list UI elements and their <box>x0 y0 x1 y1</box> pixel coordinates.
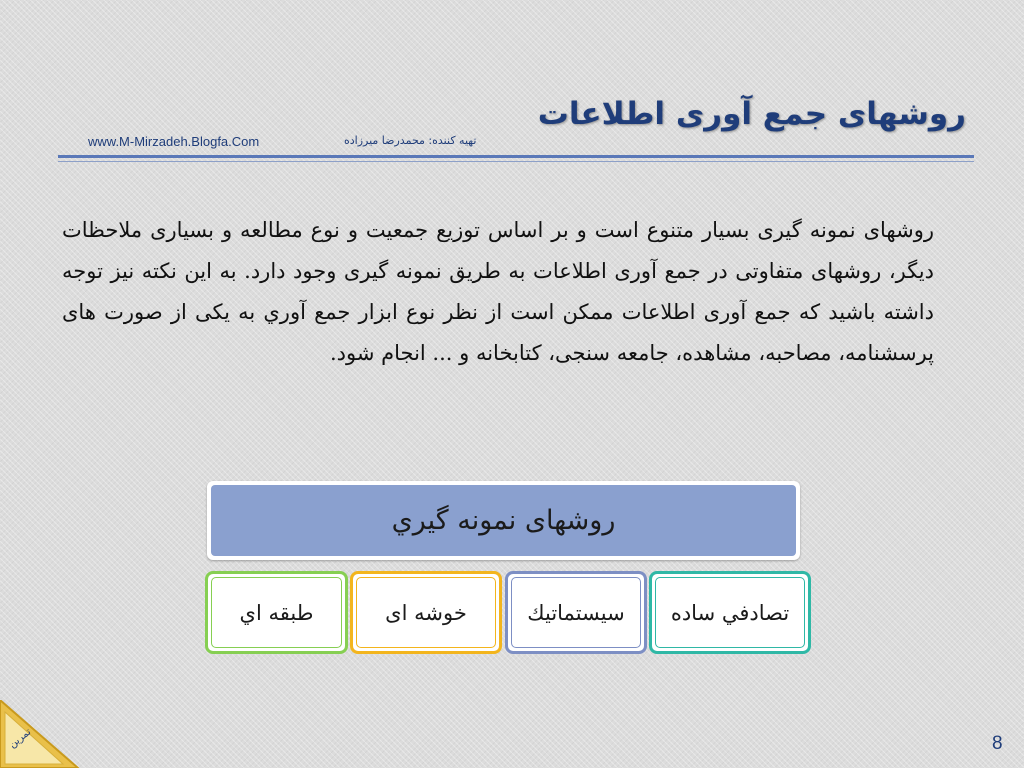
author-credit: تهیه کننده: محمدرضا میرزاده <box>344 134 477 147</box>
exercise-label[interactable]: تمرین <box>7 726 34 751</box>
page-number: 8 <box>992 733 1003 754</box>
method-box-simple-random <box>649 571 811 654</box>
title-underline-thin <box>58 161 974 162</box>
website-link[interactable]: www.M-Mirzadeh.Blogfa.Com <box>88 134 260 149</box>
diagram-header-label: روشهای نمونه گیري <box>391 505 616 536</box>
title-underline <box>58 155 974 158</box>
method-label: تصادفي ساده <box>670 600 790 625</box>
method-label: سیستماتیك <box>527 600 625 625</box>
diagram-header-box <box>207 481 800 560</box>
slide-title: روشهای جمع آوری اطلاعات <box>537 96 966 132</box>
method-label: خوشه ای <box>385 600 467 625</box>
exercise-corner-icon[interactable] <box>0 700 80 768</box>
body-paragraph: روشهای نمونه گیری بسیار متنوع است و بر اساس توزیع جمعیت و نوع مطالعه و بسیاری ملاحظات دیگر، روشهای متفاوتی در جمع آوری اطلاعات به طریق نمونه گیری وجود دارد. به این نکته نیز توجه داشته باشید که جمع آوری اطلاعات ممکن است از نظر نوع ابزار جمع آوري به یکی از صورت های پرسشنامه، مصاحبه، مشاهده، جامعه سنجی، کتابخانه و ... انجام شود. <box>62 218 934 365</box>
method-label: طبقه اي <box>239 600 314 625</box>
diagram-header-fill <box>211 485 796 556</box>
method-box-systematic <box>505 571 647 654</box>
method-box-cluster <box>350 571 502 654</box>
method-box-stratified <box>205 571 348 654</box>
